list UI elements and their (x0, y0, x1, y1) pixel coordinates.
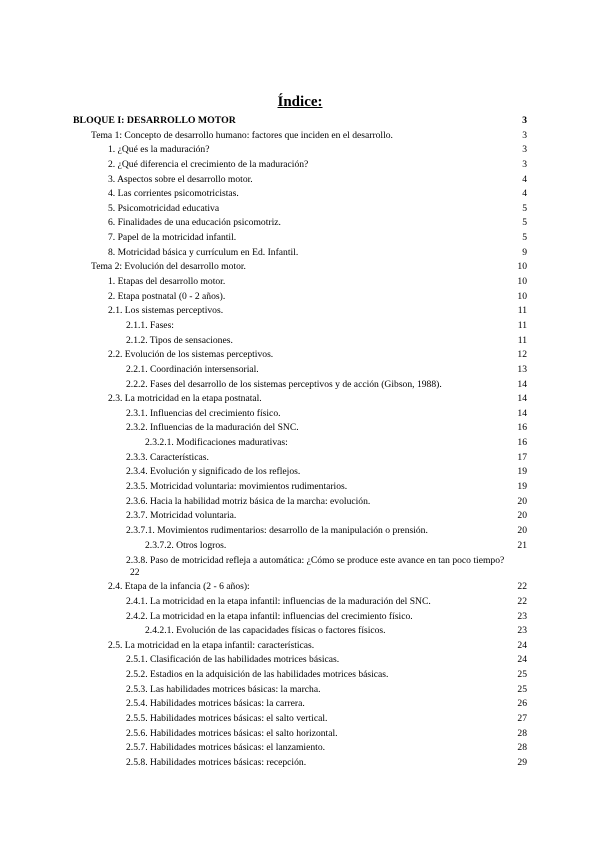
toc-entry-page: 20 (517, 510, 527, 522)
toc-entry (0, 610, 600, 625)
toc-entry-title: 2.3.8. Paso de motricidad refleja a automática: ¿Cómo se produce este avance en tan poco tiempo? (126, 555, 505, 567)
toc-entry-page: 16 (517, 422, 527, 434)
toc-entry (0, 246, 600, 261)
toc-entry-title: 5. Psicomotricidad educativa (108, 202, 220, 214)
toc-entry-page: 10 (517, 276, 527, 288)
toc-entry-title: 4. Las corrientes psicomotricistas. (108, 188, 239, 200)
toc-entry-page: 14 (517, 393, 527, 405)
toc-entry (0, 173, 600, 188)
toc-entry (0, 668, 600, 683)
toc-entry (0, 480, 600, 495)
toc-entry-page: 19 (517, 481, 527, 493)
toc-entry-title: 1. Etapas del desarrollo motor. (108, 276, 226, 288)
toc-entry (0, 451, 600, 466)
toc-entry-page: 29 (517, 756, 527, 768)
toc-entry (0, 524, 600, 539)
toc-entry-title: 2.1.2. Tipos de sensaciones. (126, 334, 233, 346)
toc-entry (0, 348, 600, 363)
toc-entry-page: 24 (517, 639, 527, 651)
toc-entry-title: 2.5.3. Las habilidades motrices básicas: la marcha. (126, 683, 321, 695)
toc-entry-title: 2.3.7. Motricidad voluntaria. (126, 510, 237, 522)
toc-entry-title: 1. ¿Qué es la maduración? (108, 144, 210, 156)
toc-entry (0, 741, 600, 756)
toc-entry-page: 17 (517, 451, 527, 463)
toc-entry-page: 20 (517, 524, 527, 536)
toc-entry-page: 14 (517, 407, 527, 419)
toc-entry-title: 2.5.4. Habilidades motrices básicas: la carrera. (126, 698, 305, 710)
toc-entry-title: 2.5.1. Clasificación de las habilidades motrices básicas. (126, 654, 340, 666)
toc-entry (0, 697, 600, 712)
toc-entry (0, 363, 600, 378)
toc-entry (0, 319, 600, 334)
toc-entry-title: 3. Aspectos sobre el desarrollo motor. (108, 173, 253, 185)
toc-entry (0, 639, 600, 654)
toc-entry (0, 304, 600, 319)
toc-entry (0, 465, 600, 480)
toc-entry (0, 509, 600, 524)
toc-entry (0, 436, 600, 451)
toc-entry-page: 23 (517, 625, 527, 637)
toc-entry-page: 9 (522, 246, 527, 258)
toc-entry-title: 6. Finalidades de una educación psicomotriz. (108, 217, 281, 229)
toc-entry-title: 2.5.8. Habilidades motrices básicas: recepción. (126, 756, 307, 768)
toc-entry-title: 2.2.2. Fases del desarrollo de los sistemas perceptivos y de acción (Gibson, 1988). (126, 378, 442, 390)
toc-entry-title: 8. Motricidad básica y currículum en Ed. Infantil. (108, 246, 299, 258)
toc-entry-title: 2.4.2. La motricidad en la etapa infantil: influencias del crecimiento físico. (126, 610, 413, 622)
toc-entry (0, 595, 600, 610)
toc-entry-title: 2.4. Etapa de la infancia (2 - 6 años): (108, 581, 250, 593)
toc-entry-page: 22 (130, 567, 140, 579)
toc-entry-page: 28 (517, 727, 527, 739)
toc-entry-page: 3 (522, 158, 527, 170)
toc-entry-page: 3 (522, 144, 527, 156)
toc-entry (0, 378, 600, 393)
toc-entry (0, 334, 600, 349)
toc-entry-title: 2.1. Los sistemas perceptivos. (108, 305, 224, 317)
toc-entry (0, 202, 600, 217)
toc-entry (0, 129, 600, 144)
toc-entry-page: 28 (517, 742, 527, 754)
toc-entry-page: 16 (517, 437, 527, 449)
toc-entry-title: 2.3.5. Motricidad voluntaria: movimientos rudimentarios. (126, 481, 348, 493)
toc-entry-title: 2.2.1. Coordinación intersensorial. (126, 363, 259, 375)
toc-entry-title: 2.5.6. Habilidades motrices básicas: el salto horizontal. (126, 727, 338, 739)
toc-entry (0, 553, 600, 580)
toc-entry-page: 11 (517, 319, 527, 331)
toc-entry-title: 2.1.1. Fases: (126, 319, 174, 331)
toc-entry-page: 22 (517, 595, 527, 607)
toc-entry-page: 10 (517, 261, 527, 273)
toc-entry-title: Tema 2: Evolución del desarrollo motor. (91, 261, 246, 273)
toc-entry-page: 4 (522, 173, 527, 185)
toc-entry-title: 2.3.2.1. Modificaciones madurativas: (145, 437, 288, 449)
toc-entry-page: 20 (517, 495, 527, 507)
toc-entry (0, 580, 600, 595)
toc-entry (0, 683, 600, 698)
toc-entry-page: 3 (522, 129, 527, 141)
toc-entry-page: 5 (522, 232, 527, 244)
toc-entry-page: 5 (522, 217, 527, 229)
toc-entry (0, 712, 600, 727)
toc-entry (0, 421, 600, 436)
toc-entry-title: 2.5.5. Habilidades motrices básicas: el salto vertical. (126, 712, 328, 724)
toc-entry (0, 231, 600, 246)
toc-entry-page: 25 (517, 669, 527, 681)
toc-entry-page: 19 (517, 466, 527, 478)
toc-entry-page: 12 (517, 349, 527, 361)
toc-entry (0, 392, 600, 407)
toc-entry (0, 756, 600, 771)
toc-entry (0, 495, 600, 510)
toc-entry-page: 26 (517, 698, 527, 710)
toc-entry-title: 2. Etapa postnatal (0 - 2 años). (108, 290, 226, 302)
toc-entry-title: 2.3.3. Características. (126, 451, 209, 463)
toc-entry (0, 216, 600, 231)
toc-entry (0, 539, 600, 554)
table-of-contents (0, 114, 600, 771)
toc-entry-title: 2.5.2. Estadios en la adquisición de las habilidades motrices básicas. (126, 669, 389, 681)
toc-entry-title: 2. ¿Qué diferencia el crecimiento de la maduración? (108, 158, 309, 170)
toc-entry (0, 624, 600, 639)
toc-entry-page: 4 (522, 188, 527, 200)
toc-entry-page: 23 (517, 610, 527, 622)
toc-entry-title: 2.5. La motricidad en la etapa infantil: características. (108, 639, 315, 651)
toc-entry-page: 25 (517, 683, 527, 695)
toc-entry-page: 5 (522, 202, 527, 214)
toc-entry-page: 13 (517, 363, 527, 375)
toc-entry-title: 2.3. La motricidad en la etapa postnatal. (108, 393, 262, 405)
toc-entry-page: 3 (522, 115, 527, 126)
toc-entry-title: 7. Papel de la motricidad infantil. (108, 232, 237, 244)
toc-entry-page: 11 (517, 305, 527, 317)
toc-entry-title: 2.3.1. Influencias del crecimiento físico. (126, 407, 281, 419)
toc-entry-page: 10 (517, 290, 527, 302)
toc-entry (0, 407, 600, 422)
toc-entry-page: 14 (517, 378, 527, 390)
toc-entry-title: 2.3.7.2. Otros logros. (145, 539, 227, 551)
toc-entry-title: Tema 1: Concepto de desarrollo humano: factores que inciden en el desarrollo. (91, 129, 393, 141)
toc-entry-title: 2.3.7.1. Movimientos rudimentarios: desarrollo de la manipulación o prensión. (126, 524, 428, 536)
page-title: Índice: (277, 94, 323, 110)
toc-entry-title: 2.2. Evolución de los sistemas perceptivos. (108, 349, 274, 361)
toc-entry-page: 11 (517, 334, 527, 346)
toc-entry (0, 290, 600, 305)
toc-entry (0, 158, 600, 173)
toc-entry (0, 727, 600, 742)
toc-entry-title: BLOQUE I: DESARROLLO MOTOR (73, 115, 236, 126)
toc-entry-title: 2.3.2. Influencias de la maduración del SNC. (126, 422, 299, 434)
toc-entry (0, 114, 600, 129)
toc-entry (0, 260, 600, 275)
toc-entry-title: 2.4.2.1. Evolución de las capacidades físicas o factores físicos. (145, 625, 386, 637)
toc-entry (0, 143, 600, 158)
toc-entry (0, 187, 600, 202)
toc-entry-title: 2.4.1. La motricidad en la etapa infantil: influencias de la maduración del SNC. (126, 595, 431, 607)
toc-entry-title: 2.3.4. Evolución y significado de los reflejos. (126, 466, 301, 478)
toc-entry-page: 24 (517, 654, 527, 666)
toc-entry-page: 27 (517, 712, 527, 724)
toc-entry-title: 2.5.7. Habilidades motrices básicas: el lanzamiento. (126, 742, 326, 754)
toc-entry-title: 2.3.6. Hacia la habilidad motriz básica de la marcha: evolución. (126, 495, 371, 507)
toc-entry-page: 21 (517, 539, 527, 551)
toc-entry-page: 22 (517, 581, 527, 593)
toc-entry (0, 275, 600, 290)
toc-entry (0, 653, 600, 668)
